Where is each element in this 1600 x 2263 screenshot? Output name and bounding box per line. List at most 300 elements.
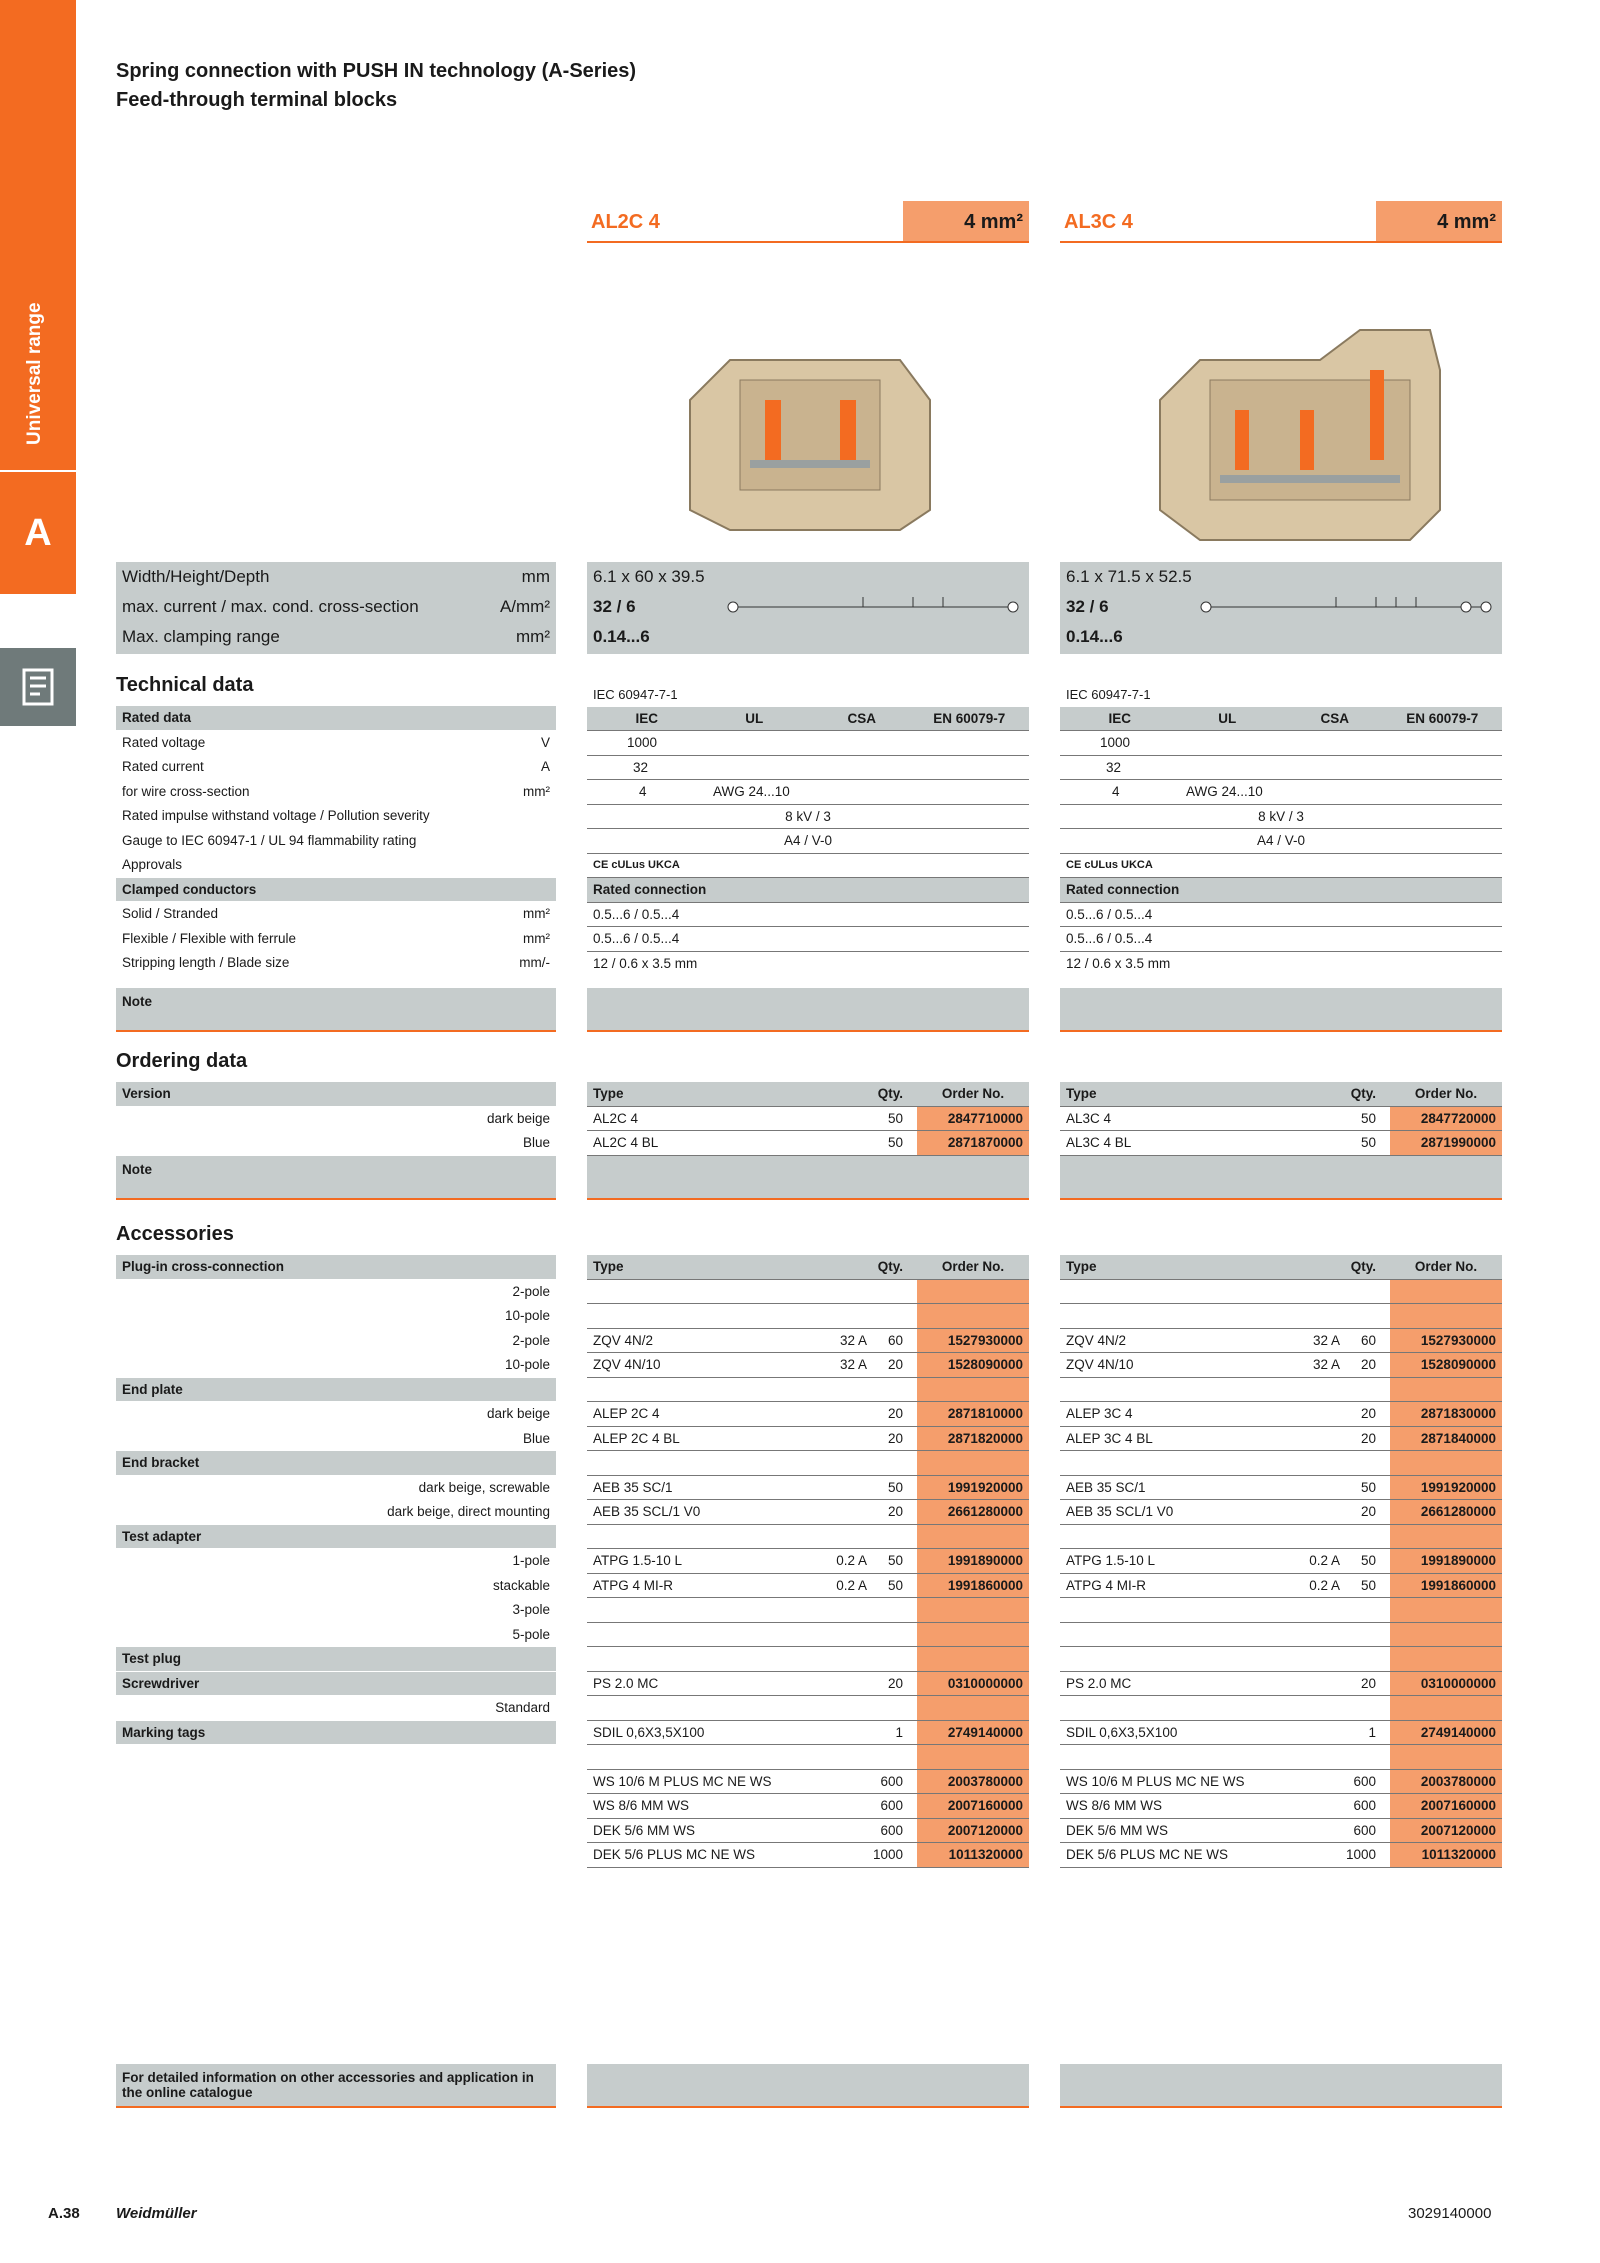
rated-current: 32 — [587, 756, 1029, 781]
qty: 600 — [880, 1822, 903, 1838]
accessories-product-1 — [587, 1255, 1029, 1868]
order-no: 2871810000 — [917, 1402, 1029, 1426]
page-header — [116, 57, 636, 115]
side-range-label: Universal range — [24, 302, 45, 445]
order-no: 2871840000 — [1390, 1427, 1502, 1451]
col-head: IEC — [1108, 710, 1131, 726]
col-type: Type — [1066, 1086, 1097, 1102]
label-row — [116, 829, 556, 854]
label-row — [116, 1696, 556, 1721]
product-row — [1060, 1721, 1502, 1746]
row-label: Rated voltage — [122, 734, 206, 750]
blank-row — [587, 1598, 1029, 1623]
label-row — [116, 1280, 556, 1305]
current: 32 / 6 — [1060, 592, 1502, 622]
order-no: 0310000000 — [917, 1672, 1029, 1696]
wire-row — [587, 780, 1029, 805]
type: ZQV 4N/10 — [593, 1357, 661, 1373]
order-no: 2847720000 — [1390, 1107, 1502, 1131]
qty: 600 — [1353, 1798, 1376, 1814]
order-no: 2003780000 — [917, 1770, 1029, 1794]
label-row — [116, 1353, 556, 1378]
tech-note: Note — [116, 988, 556, 1032]
type: ATPG 1.5-10 L — [593, 1553, 683, 1569]
order-no — [1390, 1623, 1502, 1647]
type: AL2C 4 BL — [593, 1135, 659, 1151]
product-row — [1060, 1427, 1502, 1452]
impulse: 8 kV / 3 — [587, 805, 1029, 830]
product-row — [587, 1770, 1029, 1795]
label-row — [116, 755, 556, 780]
current: 0.2 A — [1309, 1553, 1340, 1569]
qty: 1 — [895, 1724, 903, 1740]
rated-connection-header: Rated connection — [587, 878, 1029, 903]
type: ATPG 4 MI-R — [593, 1577, 674, 1593]
row-label: Rated current — [122, 759, 204, 775]
order-no — [1390, 1304, 1502, 1328]
qty: 1 — [1368, 1724, 1376, 1740]
row-unit: V — [540, 734, 550, 750]
solid: 0.5...6 / 0.5...4 — [1060, 903, 1502, 928]
label-row — [116, 1427, 556, 1452]
row-label: Rated data — [122, 710, 192, 726]
product-row — [587, 1476, 1029, 1501]
rated-voltage: 1000 — [587, 731, 1029, 756]
awg: AWG 24...10 — [713, 784, 790, 800]
col-qty: Qty. — [1350, 1086, 1376, 1102]
type: DEK 5/6 PLUS MC NE WS — [593, 1847, 756, 1863]
row-label: Test adapter — [122, 1528, 202, 1544]
col-head: EN 60079-7 — [933, 710, 1006, 726]
order-no — [1390, 1745, 1502, 1769]
rated-cols — [1060, 707, 1502, 732]
type: DEK 5/6 MM WS — [1066, 1822, 1169, 1838]
order-no — [917, 1598, 1029, 1622]
order-no: 2661280000 — [917, 1500, 1029, 1524]
ordering-labels — [116, 1082, 556, 1200]
qty: 50 — [1360, 1135, 1376, 1151]
row-label: Solid / Stranded — [122, 906, 219, 922]
type: WS 10/6 M PLUS MC NE WS — [593, 1773, 772, 1789]
product-size: 4 mm² — [903, 201, 1029, 241]
col-order: Order No. — [1414, 1086, 1478, 1102]
col-qty: Qty. — [877, 1259, 903, 1275]
product-image-al3c — [1140, 310, 1460, 550]
order-no — [1390, 1525, 1502, 1549]
order-no: 1991920000 — [917, 1476, 1029, 1500]
row-unit: Blue — [522, 1430, 550, 1446]
product-row — [1060, 1329, 1502, 1354]
blank-row — [587, 1304, 1029, 1329]
order-no: 1528090000 — [1390, 1353, 1502, 1377]
blank-row — [1060, 1378, 1502, 1403]
side-icon-box — [0, 648, 76, 726]
blank-row — [1060, 1304, 1502, 1329]
note-box — [1060, 988, 1502, 1032]
group-header — [116, 1255, 556, 1280]
type: AEB 35 SCL/1 V0 — [1066, 1504, 1174, 1520]
blank-row — [587, 1525, 1029, 1550]
product-row — [587, 1549, 1029, 1574]
order-no — [917, 1696, 1029, 1720]
accessories-product-2 — [1060, 1255, 1502, 1868]
current: 32 / 6 — [587, 592, 1029, 622]
qty: 50 — [1360, 1479, 1376, 1495]
order-no: 1527930000 — [1390, 1329, 1502, 1353]
page-number: A.38 — [48, 2205, 80, 2222]
order-no: 1991890000 — [1390, 1549, 1502, 1573]
row-unit: A — [540, 759, 550, 775]
flexible: 0.5...6 / 0.5...4 — [587, 927, 1029, 952]
flexible: 0.5...6 / 0.5...4 — [1060, 927, 1502, 952]
order-note-box — [1060, 1156, 1502, 1200]
spec-unit: mm — [521, 567, 550, 586]
doc-code: 3029140000 — [1408, 2205, 1492, 2222]
row-label: Test plug — [122, 1651, 181, 1667]
approvals-row — [1060, 854, 1502, 879]
qty: 20 — [1360, 1357, 1376, 1373]
row-unit: mm² — [523, 906, 550, 922]
row-unit: dark beige, direct mounting — [387, 1504, 550, 1520]
row-unit: mm² — [523, 783, 550, 799]
header-line1: Spring connection with PUSH IN technology (A-Series) — [116, 60, 637, 82]
product-size: 4 mm² — [1376, 201, 1502, 241]
blank-row — [1060, 1598, 1502, 1623]
current: 0.2 A — [1309, 1577, 1340, 1593]
product-row — [1060, 1672, 1502, 1697]
blank-row — [1060, 1623, 1502, 1648]
qty: 60 — [1360, 1332, 1376, 1348]
qty: 20 — [887, 1406, 903, 1422]
product-row — [587, 1353, 1029, 1378]
label-row — [116, 780, 556, 805]
label-row — [116, 1623, 556, 1648]
type: ALEP 3C 4 — [1066, 1406, 1133, 1422]
col-head: UL — [1218, 710, 1237, 726]
order-no: 2871870000 — [917, 1131, 1029, 1155]
type: AL3C 4 BL — [1066, 1135, 1132, 1151]
product-name: AL2C 4 — [591, 211, 660, 233]
product-row — [587, 1672, 1029, 1697]
product-row — [1060, 1574, 1502, 1599]
clamp: 0.14...6 — [593, 627, 650, 646]
product-row — [1060, 1402, 1502, 1427]
qty: 50 — [887, 1553, 903, 1569]
product-row — [1060, 1819, 1502, 1844]
schematic-icon — [723, 597, 1023, 617]
order-no — [1390, 1696, 1502, 1720]
order-no — [917, 1280, 1029, 1304]
accessories-labels — [116, 1255, 556, 1745]
col-head: UL — [745, 710, 764, 726]
order-no: 1991920000 — [1390, 1476, 1502, 1500]
wire: 4 — [1112, 784, 1120, 800]
blank-row — [1060, 1745, 1502, 1770]
type: ZQV 4N/2 — [593, 1332, 654, 1348]
approval-marks-icon: CE cULus UKCA — [593, 859, 680, 872]
type: ALEP 3C 4 BL — [1066, 1430, 1153, 1446]
type: AEB 35 SC/1 — [1066, 1479, 1146, 1495]
row-unit: 10-pole — [504, 1308, 550, 1324]
type: PS 2.0 MC — [1066, 1675, 1132, 1691]
row-unit: Standard — [495, 1700, 550, 1716]
col-header-row — [587, 1255, 1029, 1280]
order-no: 1011320000 — [1390, 1843, 1502, 1867]
order-no — [917, 1745, 1029, 1769]
type: WS 8/6 MM WS — [1066, 1798, 1163, 1814]
col-qty: Qty. — [877, 1086, 903, 1102]
wire-row — [1060, 780, 1502, 805]
standard: IEC 60947-7-1 — [1066, 686, 1151, 702]
label-row — [116, 804, 556, 829]
bottom-note-box-1 — [587, 2064, 1029, 2108]
schematic-icon — [1196, 597, 1496, 617]
current: 0.2 A — [836, 1553, 867, 1569]
type: ALEP 2C 4 BL — [593, 1430, 680, 1446]
label-row — [116, 951, 556, 976]
order-no: 2007160000 — [917, 1794, 1029, 1818]
dims: 6.1 x 60 x 39.5 — [593, 567, 705, 586]
type: DEK 5/6 PLUS MC NE WS — [1066, 1847, 1229, 1863]
product-band-1 — [587, 201, 1029, 243]
qty: 50 — [887, 1479, 903, 1495]
label-row — [116, 902, 556, 927]
product-row — [587, 1843, 1029, 1868]
order-no: 2871830000 — [1390, 1402, 1502, 1426]
blank-row — [587, 1745, 1029, 1770]
product-row — [1060, 1549, 1502, 1574]
qty: 20 — [1360, 1430, 1376, 1446]
group-header — [116, 1378, 556, 1403]
qty: 50 — [1360, 1553, 1376, 1569]
col-type: Type — [1066, 1259, 1097, 1275]
order-no: 2007120000 — [917, 1819, 1029, 1843]
ordering-product-1 — [587, 1082, 1029, 1200]
product-row — [1060, 1843, 1502, 1868]
product-row — [1060, 1794, 1502, 1819]
row-unit: 10-pole — [504, 1357, 550, 1373]
product-row — [587, 1574, 1029, 1599]
qty: 600 — [1353, 1822, 1376, 1838]
qty: 1000 — [1345, 1847, 1376, 1863]
blank-row — [587, 1696, 1029, 1721]
col-order: Order No. — [1414, 1259, 1478, 1275]
product-name: AL3C 4 — [1064, 211, 1133, 233]
rated-voltage: 1000 — [1060, 731, 1502, 756]
ordering-note: Note — [116, 1156, 556, 1200]
group-header — [116, 1525, 556, 1550]
group-header — [116, 1647, 556, 1672]
product-row — [1060, 1770, 1502, 1795]
row-unit: mm/- — [519, 955, 550, 971]
order-no: 2847710000 — [917, 1107, 1029, 1131]
brand-logo: Weidmüller — [116, 2205, 197, 2222]
side-letter: A — [0, 470, 76, 594]
current: 32 A — [1312, 1357, 1340, 1373]
qty: 20 — [1360, 1504, 1376, 1520]
order-no: 0310000000 — [1390, 1672, 1502, 1696]
type: ZQV 4N/10 — [1066, 1357, 1134, 1373]
qty: 20 — [1360, 1406, 1376, 1422]
order-no: 2749140000 — [917, 1721, 1029, 1745]
blank-row — [587, 1280, 1029, 1305]
document-icon — [0, 648, 76, 726]
gauge: A4 / V-0 — [1060, 829, 1502, 854]
order-no — [1390, 1647, 1502, 1671]
blank-row — [1060, 1647, 1502, 1672]
spec-product-1 — [587, 562, 1029, 654]
product-row — [587, 1107, 1029, 1132]
row-label: End bracket — [122, 1455, 200, 1471]
label-row — [116, 1131, 556, 1156]
type: AL3C 4 — [1066, 1110, 1112, 1126]
product-row — [587, 1402, 1029, 1427]
blank-row — [587, 1647, 1029, 1672]
type: WS 10/6 M PLUS MC NE WS — [1066, 1773, 1245, 1789]
wire: 4 — [639, 784, 647, 800]
order-no: 2007120000 — [1390, 1819, 1502, 1843]
qty: 50 — [1360, 1577, 1376, 1593]
col-head: IEC — [635, 710, 658, 726]
row-label: for wire cross-section — [122, 783, 250, 799]
qty: 50 — [887, 1110, 903, 1126]
col-type: Type — [593, 1086, 624, 1102]
row-unit: 3-pole — [512, 1602, 550, 1618]
row-label: Clamped conductors — [122, 881, 257, 897]
col-header-row — [1060, 1082, 1502, 1107]
row-label: Marking tags — [122, 1724, 206, 1740]
rated-cols — [587, 707, 1029, 732]
product-row — [1060, 1476, 1502, 1501]
label-row — [116, 1402, 556, 1427]
product-row — [1060, 1500, 1502, 1525]
order-no: 1528090000 — [917, 1353, 1029, 1377]
row-unit: Blue — [522, 1135, 550, 1151]
product-row — [587, 1721, 1029, 1746]
blank-row — [1060, 1280, 1502, 1305]
type: ZQV 4N/2 — [1066, 1332, 1127, 1348]
row-label: Gauge to IEC 60947-1 / UL 94 flammability rating — [122, 832, 417, 848]
order-no: 2661280000 — [1390, 1500, 1502, 1524]
blank-row — [1060, 1451, 1502, 1476]
order-no: 1527930000 — [917, 1329, 1029, 1353]
current: 32 A — [839, 1332, 867, 1348]
type: AEB 35 SC/1 — [593, 1479, 673, 1495]
technical-product-1 — [587, 682, 1029, 1032]
type: DEK 5/6 MM WS — [593, 1822, 696, 1838]
spec-product-2 — [1060, 562, 1502, 654]
qty: 50 — [887, 1135, 903, 1151]
col-head: EN 60079-7 — [1406, 710, 1479, 726]
product-row — [587, 1427, 1029, 1452]
order-no — [1390, 1451, 1502, 1475]
order-no — [917, 1647, 1029, 1671]
ordering-product-2 — [1060, 1082, 1502, 1200]
row-unit: 2-pole — [512, 1283, 550, 1299]
strip: 12 / 0.6 x 3.5 mm — [1066, 956, 1171, 972]
order-note-box — [587, 1156, 1029, 1200]
col-type: Type — [593, 1259, 624, 1275]
bottom-note: For detailed information on other accessories and application in the online catalogue — [116, 2064, 556, 2108]
qty: 1000 — [872, 1847, 903, 1863]
standard: IEC 60947-7-1 — [593, 686, 678, 702]
bottom-note-box-2 — [1060, 2064, 1502, 2108]
blank-row — [1060, 1525, 1502, 1550]
qty: 60 — [887, 1332, 903, 1348]
row-label: Rated impulse withstand voltage / Pollution severity — [122, 808, 430, 824]
row-unit: 1-pole — [512, 1553, 550, 1569]
spec-unit: A/mm² — [499, 597, 550, 616]
spec-row — [116, 562, 556, 592]
order-no — [917, 1525, 1029, 1549]
product-row — [587, 1131, 1029, 1156]
qty: 600 — [880, 1773, 903, 1789]
row-unit: 2-pole — [512, 1332, 550, 1348]
order-no: 2003780000 — [1390, 1770, 1502, 1794]
label-row — [116, 853, 556, 878]
row-label: Flexible / Flexible with ferrule — [122, 930, 297, 946]
product-row — [1060, 1353, 1502, 1378]
qty: 50 — [1360, 1110, 1376, 1126]
technical-product-2 — [1060, 682, 1502, 1032]
order-no: 1011320000 — [917, 1843, 1029, 1867]
qty: 600 — [1353, 1773, 1376, 1789]
current: 0.2 A — [836, 1577, 867, 1593]
order-no — [917, 1378, 1029, 1402]
qty: 20 — [1360, 1675, 1376, 1691]
row-unit: dark beige, screwable — [418, 1479, 550, 1495]
order-no: 1991860000 — [1390, 1574, 1502, 1598]
col-header-row — [587, 1082, 1029, 1107]
accessories-title: Accessories — [116, 1223, 234, 1245]
product-band-2 — [1060, 201, 1502, 243]
solid: 0.5...6 / 0.5...4 — [587, 903, 1029, 928]
clamp: 0.14...6 — [1066, 627, 1123, 646]
dims: 6.1 x 71.5 x 52.5 — [1066, 567, 1192, 586]
label-row — [116, 1304, 556, 1329]
qty: 50 — [887, 1577, 903, 1593]
order-no: 2871990000 — [1390, 1131, 1502, 1155]
spec-label: max. current / max. cond. cross-section — [122, 597, 419, 616]
strip: 12 / 0.6 x 3.5 mm — [593, 956, 698, 972]
clamped-header — [116, 878, 556, 903]
rated-data-header — [116, 706, 556, 731]
type: AL2C 4 — [593, 1110, 639, 1126]
row-label: Plug-in cross-connection — [122, 1259, 285, 1275]
row-unit: mm² — [523, 930, 550, 946]
type: SDIL 0,6X3,5X100 — [1066, 1724, 1178, 1740]
group-header — [116, 1451, 556, 1476]
product-image-al2c — [670, 340, 950, 540]
blank-row — [587, 1451, 1029, 1476]
row-label: Approvals — [122, 857, 183, 873]
row-label: Screwdriver — [122, 1675, 200, 1691]
row-unit: 5-pole — [512, 1626, 550, 1642]
product-row — [587, 1329, 1029, 1354]
order-no — [1390, 1378, 1502, 1402]
spec-label: Max. clamping range — [122, 627, 280, 646]
row-label: Version — [122, 1086, 171, 1102]
spec-label: Width/Height/Depth — [122, 567, 270, 586]
blank-row — [587, 1378, 1029, 1403]
order-no — [1390, 1598, 1502, 1622]
blank-row — [587, 1623, 1029, 1648]
qty: 600 — [880, 1798, 903, 1814]
col-header-row — [1060, 1255, 1502, 1280]
order-no: 2749140000 — [1390, 1721, 1502, 1745]
spec-labels — [116, 562, 556, 654]
order-no — [917, 1304, 1029, 1328]
